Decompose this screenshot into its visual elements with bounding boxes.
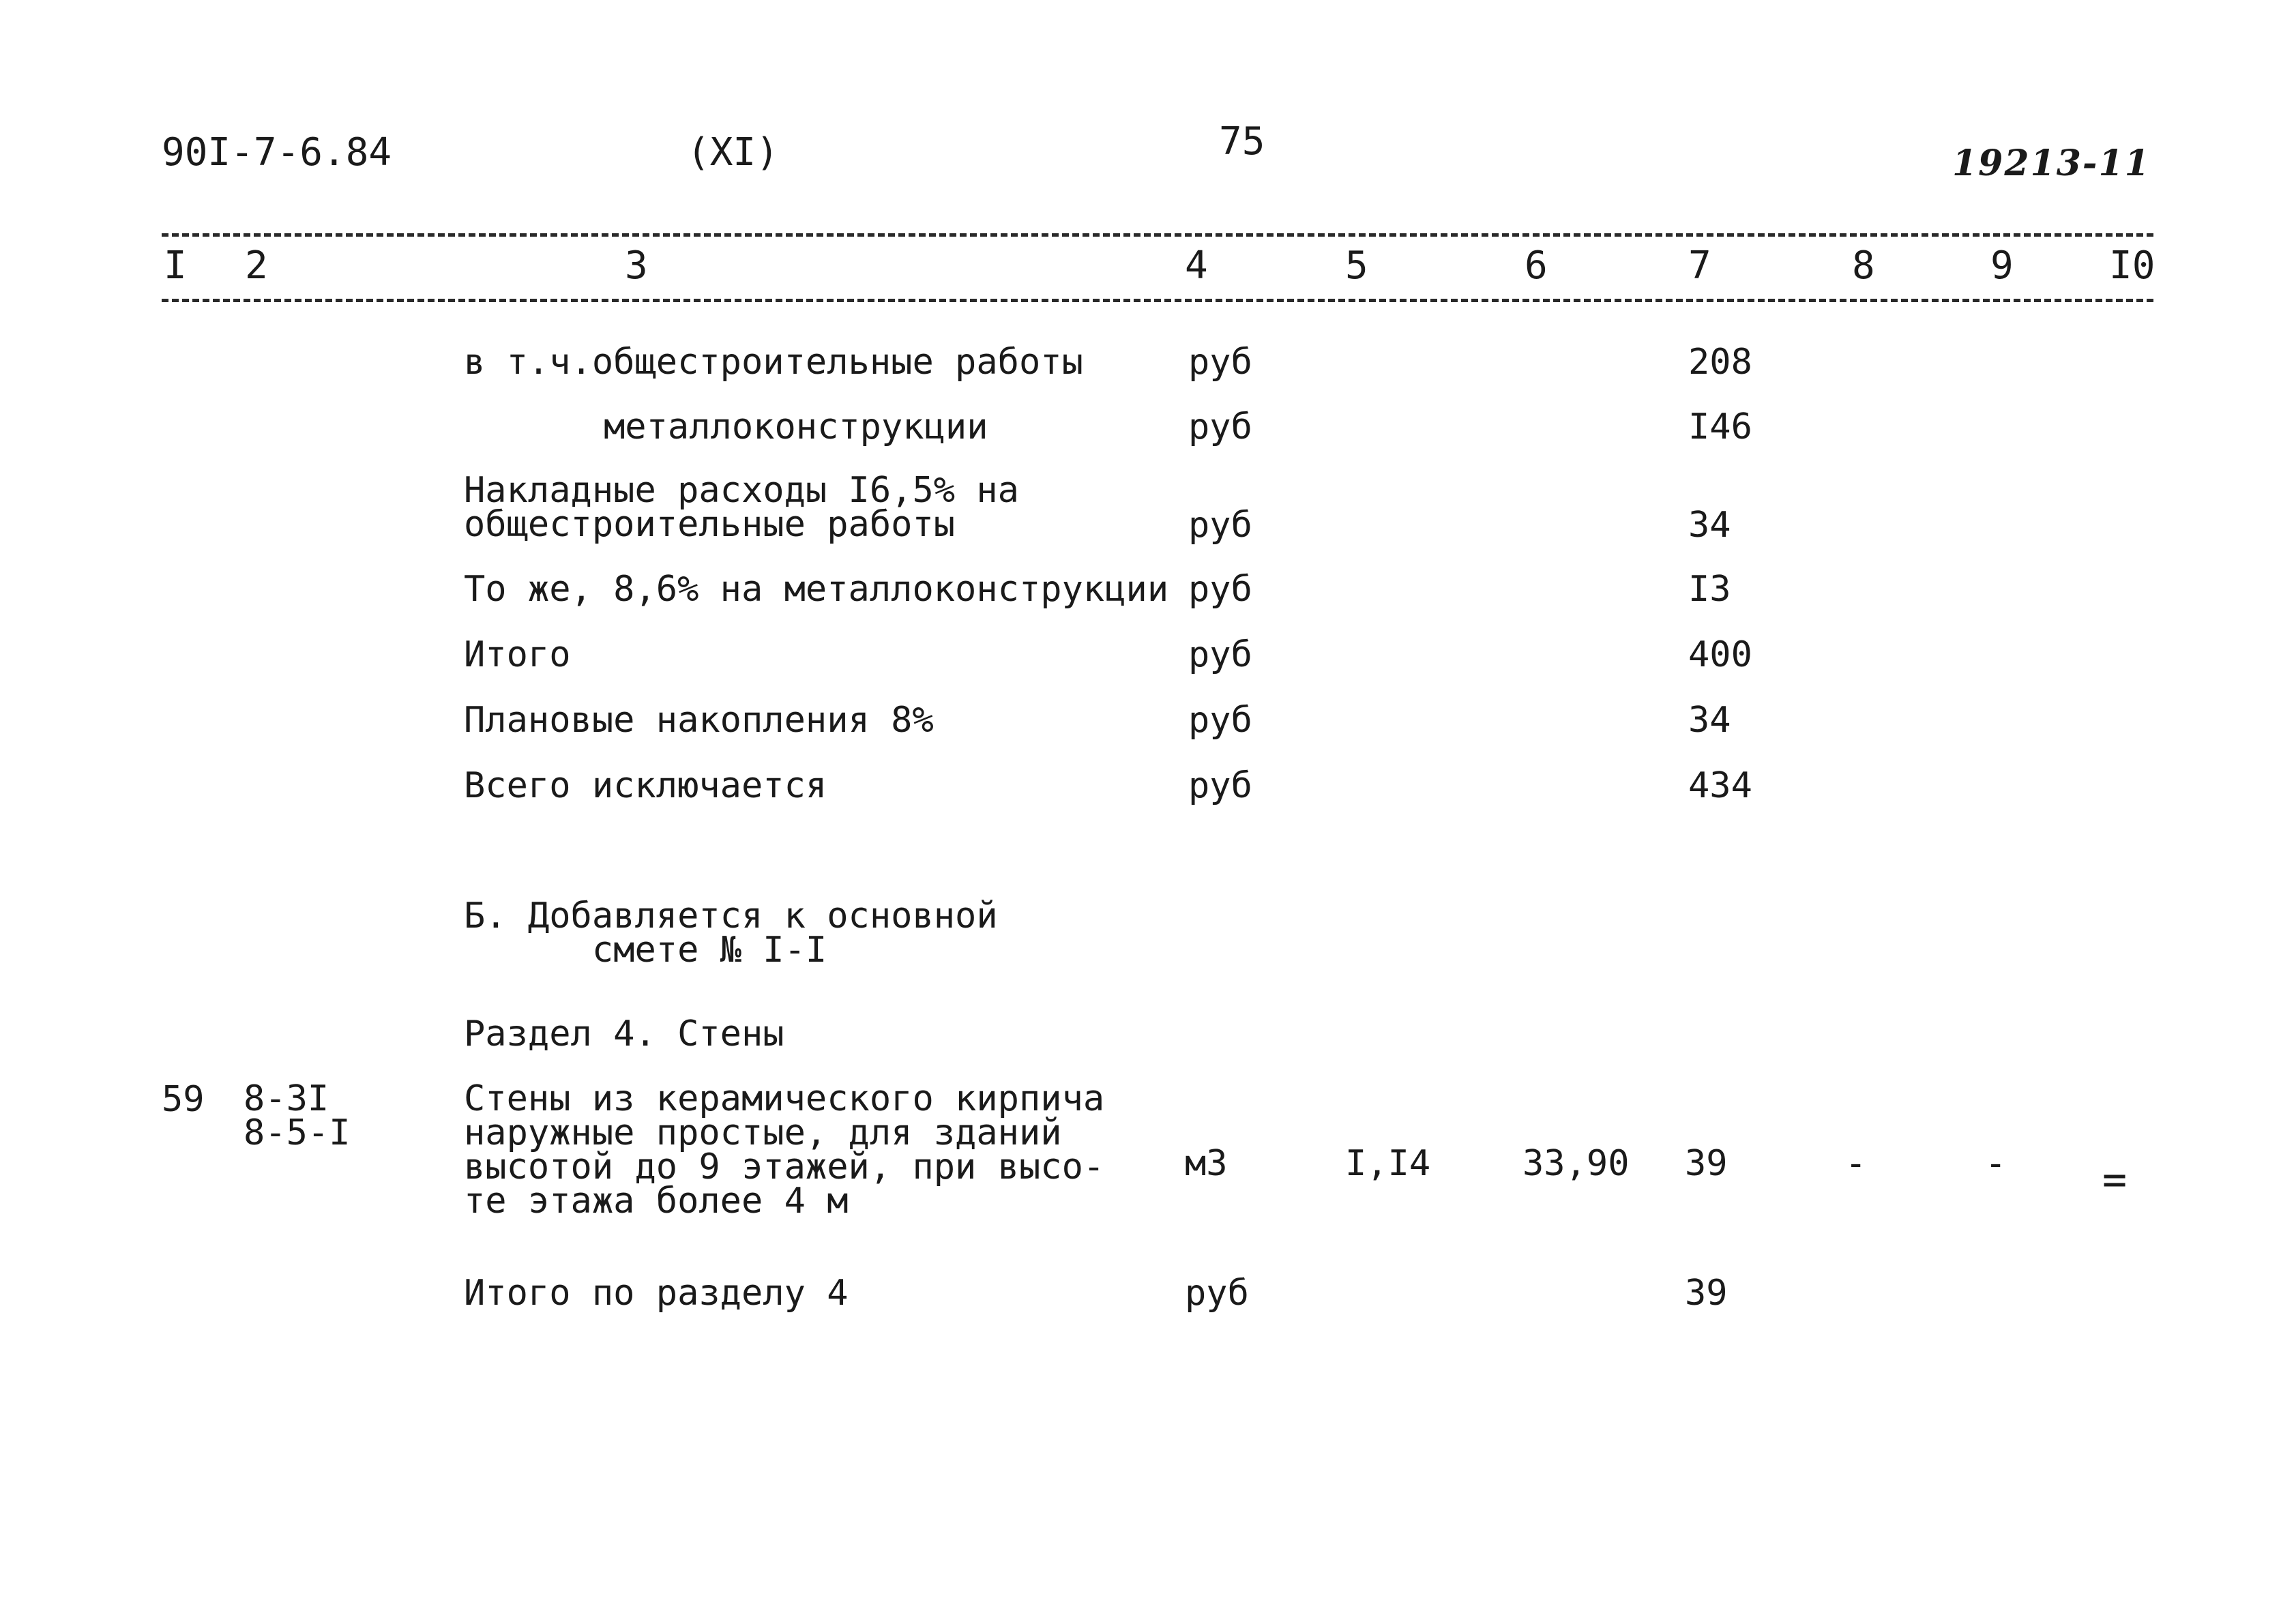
cost-row-unit: руб (1188, 342, 1252, 383)
document-code: 90I-7-6.84 (162, 130, 392, 175)
col-header-6: 6 (1525, 243, 1548, 288)
cost-row-unit: руб (1188, 700, 1252, 741)
item-norm-codes: 8-3I 8-5-I (244, 1078, 351, 1153)
cost-row-unit: руб (1188, 505, 1252, 546)
header-bottom-rule (162, 299, 2153, 302)
header-top-rule (162, 233, 2153, 237)
cost-row-value: 434 (1688, 765, 1752, 806)
col-header-7: 7 (1688, 243, 1711, 288)
cost-row-unit: руб (1188, 407, 1252, 447)
item-col10: = (2102, 1156, 2128, 1204)
cost-row-value: 34 (1688, 700, 1731, 741)
cost-row-value: I3 (1688, 569, 1731, 610)
col-header-3: 3 (625, 243, 648, 288)
col-header-4: 4 (1185, 243, 1208, 288)
item-number: 59 (162, 1079, 205, 1120)
cost-row-unit: руб (1188, 765, 1252, 806)
col-header-9: 9 (1990, 243, 2014, 288)
cost-row-description: в т.ч.общестроительные работы (464, 342, 1083, 383)
item-unit: м3 (1185, 1143, 1228, 1184)
page-number: 75 (1219, 119, 1265, 164)
cost-row-value: 400 (1688, 634, 1752, 675)
section-b-title: Б. Добавляется к основной смете № I-I (464, 896, 998, 971)
col-header-2: 2 (245, 243, 268, 288)
section-roman-numeral: (XI) (687, 130, 779, 175)
col-header-8: 8 (1852, 243, 1875, 288)
col-header-5: 5 (1345, 243, 1368, 288)
cost-row-description: Итого (464, 634, 571, 675)
cost-row-value: I46 (1688, 407, 1752, 447)
cost-row-description: То же, 8,6% на металлоконструкции (464, 569, 1169, 610)
cost-row-description: Плановые накопления 8% (464, 700, 934, 741)
section-4-subtotal-description: Итого по разделу 4 (464, 1273, 849, 1314)
cost-row-value: 208 (1688, 342, 1752, 383)
item-col9: - (1985, 1143, 2007, 1184)
col-header-10: I0 (2109, 243, 2155, 288)
item-description: Стены из керамического кирпича наружные простые, для зданий высотой до 9 этажей, при высо- те этажа более 4 м (464, 1078, 1105, 1222)
item-col8: - (1845, 1143, 1867, 1184)
handwritten-reference: 19213-11 (1952, 143, 2151, 184)
section-4-title: Раздел 4. Стены (464, 1014, 784, 1054)
cost-row-description: Накладные расходы I6,5% на общестроительные работы (464, 470, 1019, 545)
cost-row-value: 34 (1688, 505, 1731, 546)
cost-row-unit: руб (1188, 569, 1252, 610)
cost-row-description: металлоконструкции (604, 407, 988, 447)
cost-row-description: Всего исключается (464, 765, 827, 806)
section-4-subtotal-value: 39 (1685, 1273, 1728, 1314)
item-unit-price: 33,90 (1522, 1143, 1630, 1184)
section-4-subtotal-unit: руб (1185, 1273, 1249, 1314)
col-header-1: I (164, 243, 187, 288)
cost-row-unit: руб (1188, 634, 1252, 675)
item-quantity: I,I4 (1345, 1143, 1431, 1184)
item-total: 39 (1685, 1143, 1728, 1184)
